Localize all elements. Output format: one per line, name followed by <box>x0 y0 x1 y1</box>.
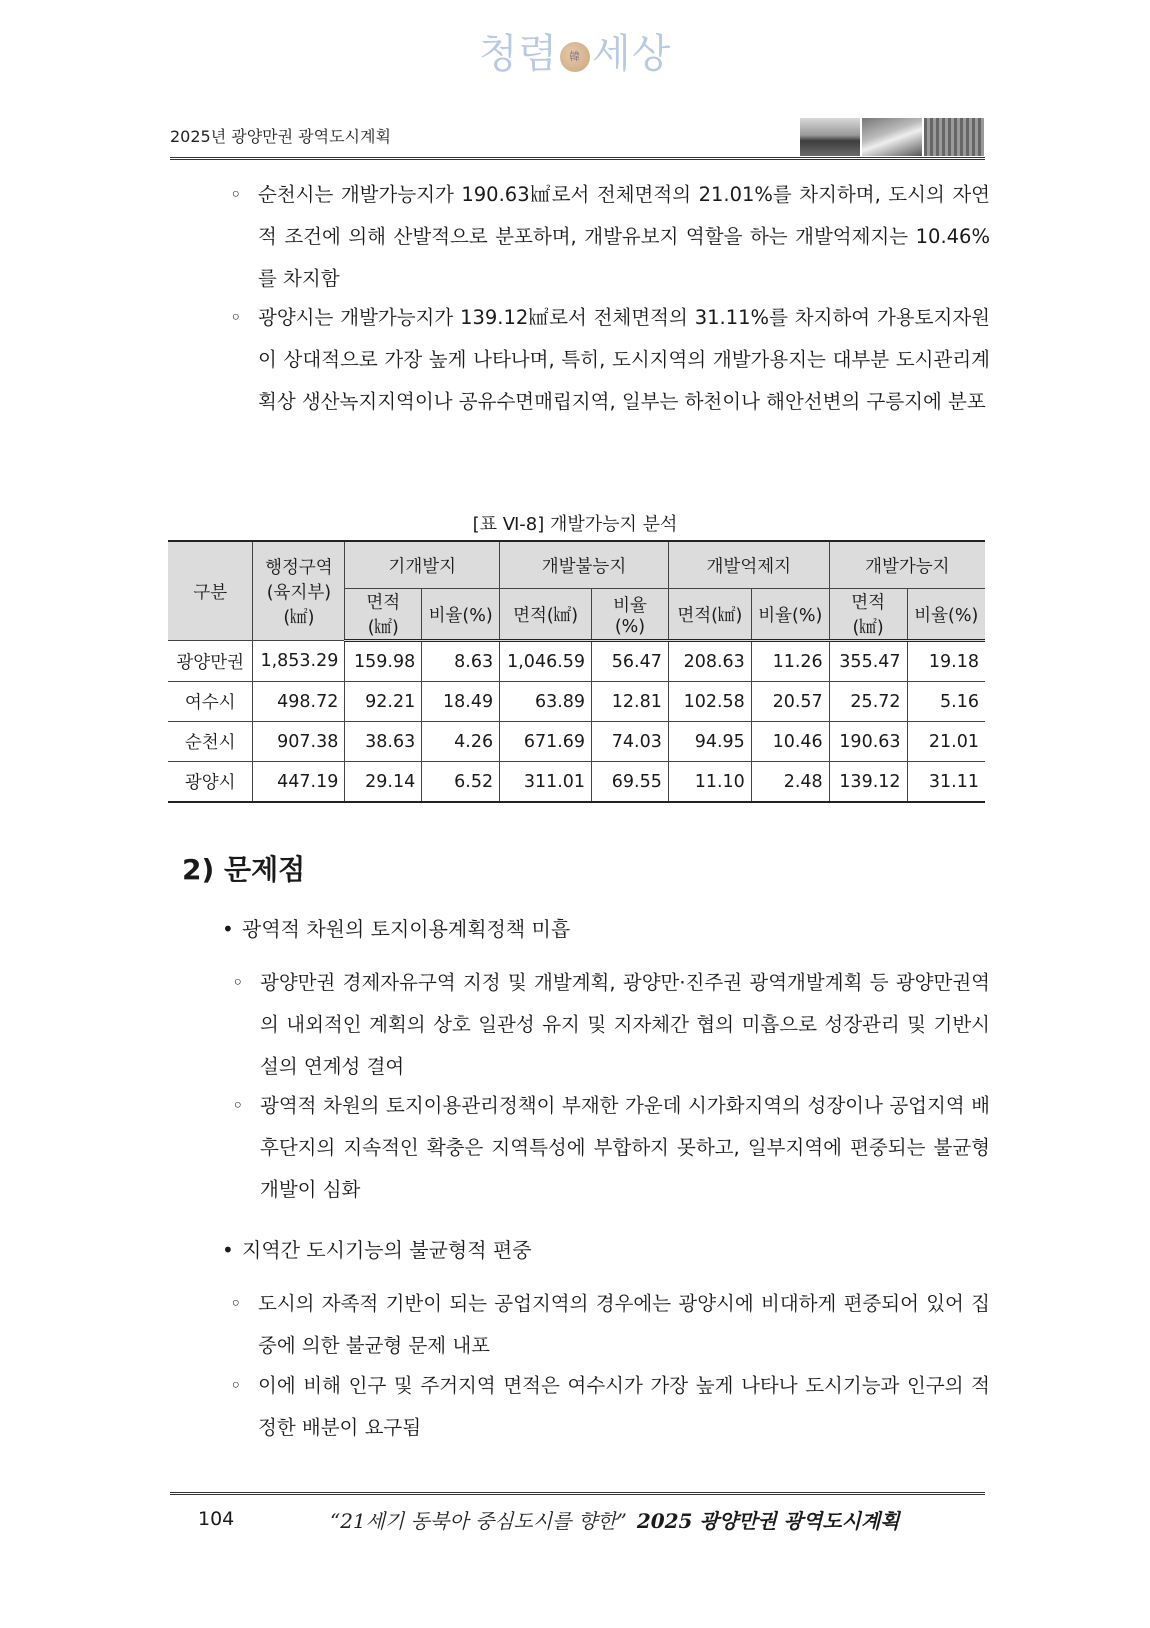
header-admin-area: 행정구역 (육지부) (㎢) <box>253 541 345 641</box>
table-cell: 190.63 <box>829 722 907 762</box>
bullet-mark: ◦ <box>232 1094 244 1117</box>
table-cell: 4.26 <box>422 722 500 762</box>
table-cell: 311.01 <box>500 762 592 803</box>
subsection-bullet: • <box>222 1238 234 1262</box>
table-cell: 159.98 <box>345 641 422 682</box>
table-cell: 10.46 <box>751 722 829 762</box>
header-photo-city <box>924 118 984 156</box>
paragraph-text: 광역적 차원의 토지이용관리정책이 부재한 가운데 시가화지역의 성장이나 공업지역 배후단지의 지속적인 확충은 지역특성에 부합하지 못하고, 일부지역에 편중되는 불균형 개발이 심화 <box>260 1094 990 1201</box>
subsection-title-text: 광역적 차원의 토지이용계획정책 미흡 <box>242 917 571 941</box>
table-cell: 208.63 <box>668 641 751 682</box>
table-cell: 1,046.59 <box>500 641 592 682</box>
table-cell: 2.48 <box>751 762 829 803</box>
table-cell: 8.63 <box>422 641 500 682</box>
header-photo-coast <box>800 118 860 156</box>
header-ratio: 비율(%) <box>422 589 500 641</box>
table-cell: 순천시 <box>168 722 253 762</box>
page-logo <box>0 22 1150 79</box>
table-cell: 907.38 <box>253 722 345 762</box>
bullet-mark: ◦ <box>230 1292 242 1315</box>
header-developable: 개발가능지 <box>829 541 985 589</box>
table-cell: 102.58 <box>668 682 751 722</box>
table-cell: 광양만권 <box>168 641 253 682</box>
table-cell: 38.63 <box>345 722 422 762</box>
paragraph-text: 광양시는 개발가능지가 139.12㎢로서 전체면적의 31.11%를 차지하여 가용토지자원이 상대적으로 가장 높게 나타나며, 특히, 도시지역의 개발가용지는 대부분 도시관리계획상 생산녹지지역이나 공유수면매립지역, 일부는 하천이나 해안선변의 구릉지에 분포 <box>258 306 990 413</box>
table-cell: 19.18 <box>907 641 985 682</box>
table-cell: 여수시 <box>168 682 253 722</box>
table-row <box>168 682 985 722</box>
subsection-bullet: • <box>222 917 234 941</box>
table-cell: 447.19 <box>253 762 345 803</box>
footer-doc-title: 2025 광양만권 광역도시계획 <box>636 1509 900 1533</box>
table-row <box>168 722 985 762</box>
header-category: 구분 <box>168 541 253 641</box>
header-restricted: 개발억제지 <box>668 541 829 589</box>
header-photo-strip <box>800 118 984 156</box>
logo-text-left: 청렴 <box>478 31 558 77</box>
header-photo-river <box>862 118 922 156</box>
table-cell: 355.47 <box>829 641 907 682</box>
table-cell: 92.21 <box>345 682 422 722</box>
development-land-table <box>168 540 985 803</box>
logo-text-right: 세상 <box>592 31 672 77</box>
header-developed: 기개발지 <box>345 541 500 589</box>
table-caption: [표 Ⅵ-8] 개발가능지 분석 <box>472 514 678 535</box>
section-title: 2) 문제점 <box>182 853 306 886</box>
table-cell: 31.11 <box>907 762 985 803</box>
header-area: 면적(㎢) <box>829 589 907 641</box>
paragraph-text: 광양만권 경제자유구역 지정 및 개발계획, 광양만·진주권 광역개발계획 등 광양만권역의 내외적인 계획의 상호 일관성 유지 및 지자체간 협의 미흡으로 성장관리 및 기반시설의 연계성 결여 <box>260 971 990 1078</box>
header-area: 면적(㎢) <box>345 589 422 641</box>
subsection-title <box>222 1234 532 1263</box>
table-row <box>168 641 985 682</box>
table-cell: 29.14 <box>345 762 422 803</box>
table-cell: 11.10 <box>668 762 751 803</box>
table-cell: 11.26 <box>751 641 829 682</box>
table-cell: 498.72 <box>253 682 345 722</box>
paragraph-gwangyang <box>230 297 990 423</box>
table-cell: 74.03 <box>592 722 669 762</box>
table-cell: 139.12 <box>829 762 907 803</box>
paragraph-text: 이에 비해 인구 및 주거지역 면적은 여수시가 가장 높게 나타나 도시기능과 인구의 적정한 배분이 요구됨 <box>258 1374 990 1439</box>
logo-emblem-icon: 韓 <box>560 42 590 72</box>
table-cell: 1,853.29 <box>253 641 345 682</box>
header-rule <box>170 157 985 160</box>
table-cell: 21.01 <box>907 722 985 762</box>
subsection-title-text: 지역간 도시기능의 불균형적 편중 <box>242 1238 532 1262</box>
paragraph-text: 순천시는 개발가능지가 190.63㎢로서 전체면적의 21.01%를 차지하며, 도시의 자연적 조건에 의해 산발적으로 분포하며, 개발유보지 역할을 하는 개발억제지는 10.46%를 차지함 <box>258 183 990 290</box>
page-number: 104 <box>198 1508 235 1530</box>
table-cell: 56.47 <box>592 641 669 682</box>
table-cell: 63.89 <box>500 682 592 722</box>
table-cell: 6.52 <box>422 762 500 803</box>
table-cell: 12.81 <box>592 682 669 722</box>
header-undevelopable: 개발불능지 <box>500 541 669 589</box>
footer-quote: “21세기 동북아 중심도시를 향한” <box>330 1509 627 1533</box>
subsection-title <box>222 913 570 942</box>
paragraph-item <box>232 962 990 1088</box>
paragraph-item <box>230 1283 990 1367</box>
paragraph-item <box>232 1085 990 1211</box>
bullet-mark: ◦ <box>230 183 242 206</box>
table-cell: 광양시 <box>168 762 253 803</box>
header-ratio: 비율(%) <box>907 589 985 641</box>
paragraph-item <box>230 1365 990 1449</box>
header-area: 면적(㎢) <box>500 589 592 641</box>
footer-rule <box>170 1492 985 1495</box>
table-cell: 20.57 <box>751 682 829 722</box>
table-cell: 5.16 <box>907 682 985 722</box>
header-ratio: 비율(%) <box>751 589 829 641</box>
bullet-mark: ◦ <box>232 971 244 994</box>
table-cell: 18.49 <box>422 682 500 722</box>
bullet-mark: ◦ <box>230 1374 242 1397</box>
footer-title <box>330 1505 900 1534</box>
header-area: 면적(㎢) <box>668 589 751 641</box>
table-cell: 671.69 <box>500 722 592 762</box>
bullet-mark: ◦ <box>230 306 242 329</box>
table-cell: 25.72 <box>829 682 907 722</box>
table-cell: 69.55 <box>592 762 669 803</box>
table-row <box>168 762 985 803</box>
header-title: 2025년 광양만권 광역도시계획 <box>170 127 391 146</box>
table-cell: 94.95 <box>668 722 751 762</box>
paragraph-suncheon <box>230 174 990 300</box>
paragraph-text: 도시의 자족적 기반이 되는 공업지역의 경우에는 광양시에 비대하게 편중되어 있어 집중에 의한 불균형 문제 내포 <box>258 1292 990 1357</box>
header-ratio: 비율(%) <box>592 589 669 641</box>
